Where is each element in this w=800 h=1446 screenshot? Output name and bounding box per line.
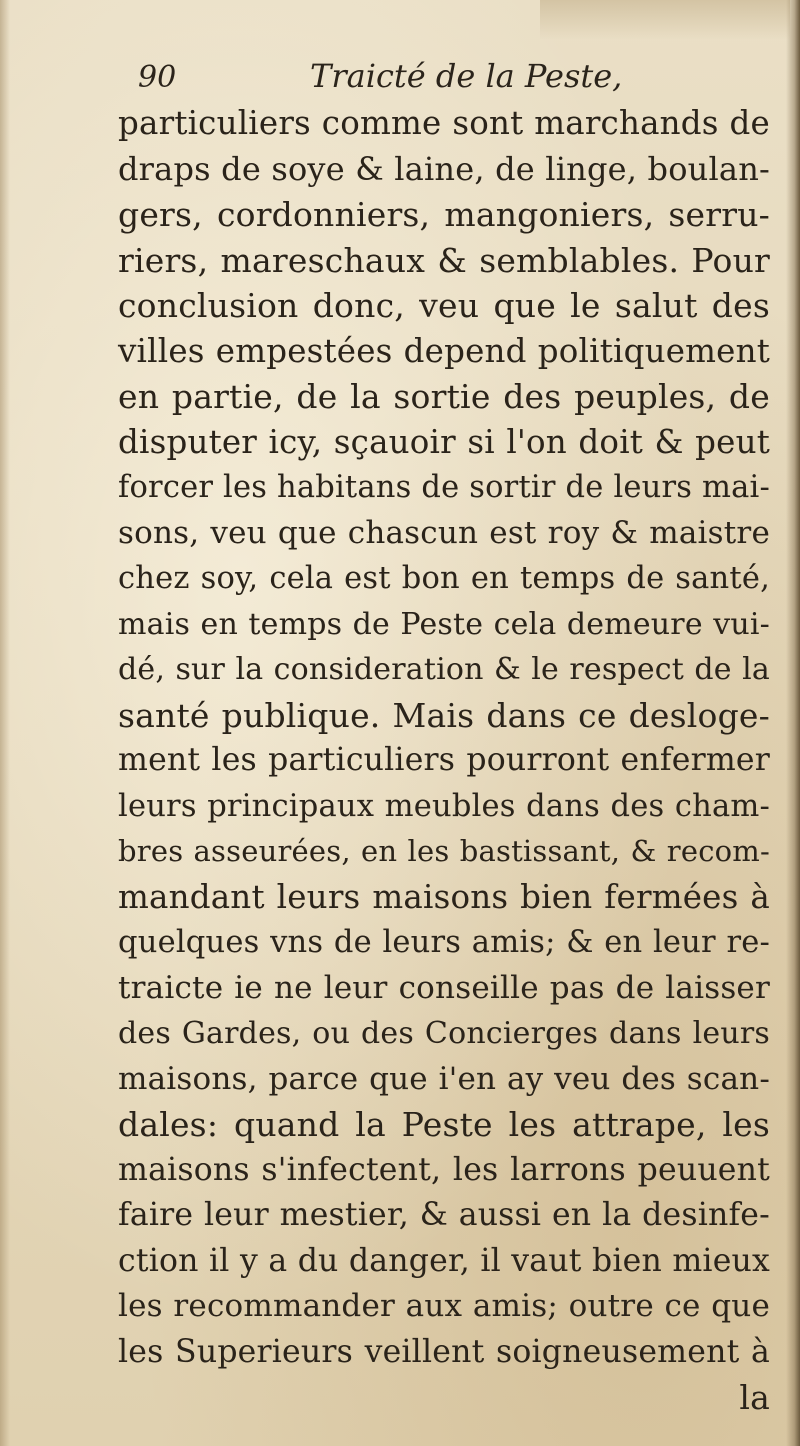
body-text bbox=[118, 101, 770, 1421]
text-line: particuliers comme sont marchands de bbox=[118, 104, 770, 142]
text-line: mandant leurs maisons bien fermées à bbox=[118, 877, 770, 916]
page-header bbox=[130, 50, 730, 100]
text-line: disputer icy, sçauoir si l'on doit & peut bbox=[118, 422, 770, 461]
page-left-shadow bbox=[0, 0, 10, 1446]
text-line: dales: quand la Peste les attrape, les bbox=[118, 1105, 770, 1144]
page-number: 90 bbox=[138, 60, 177, 95]
text-line: traicte ie ne leur conseille pas de laisser bbox=[118, 969, 770, 1006]
text-line: conclusion donc, veu que le salut des bbox=[118, 286, 770, 325]
text-line: quelques vns de leurs amis; & en leur re- bbox=[118, 925, 770, 960]
text-line: riers, mareschaux & semblables. Pour bbox=[118, 240, 770, 280]
text-line: des Gardes, ou des Concierges dans leurs bbox=[118, 1016, 770, 1051]
text-line: ction il y a du danger, il vaut bien mieux bbox=[118, 1242, 770, 1279]
text-line: sons, veu que chascun est roy & maistre bbox=[118, 514, 770, 551]
text-line: santé publique. Mais dans ce desloge- bbox=[118, 695, 770, 735]
text-line: villes empestées depend politiquement bbox=[118, 331, 770, 370]
text-line: maisons, parce que i'en ay veu des scan- bbox=[118, 1060, 770, 1097]
text-line: en partie, de la sortie des peuples, de bbox=[118, 377, 770, 416]
text-line: les recommander aux amis; outre ce que bbox=[118, 1288, 770, 1324]
text-line: forcer les habitans de sortir de leurs mai- bbox=[118, 470, 770, 505]
text-line: les Superieurs veillent soigneusement à bbox=[118, 1333, 770, 1370]
paper-stain bbox=[540, 0, 790, 40]
text-line: gers, cordonniers, mangoniers, serru- bbox=[118, 195, 770, 234]
text-line: leurs principaux meubles dans des cham- bbox=[118, 788, 770, 824]
text-line: ment les particuliers pourront enfermer bbox=[118, 742, 770, 778]
text-line: chez soy, cela est bon en temps de santé, bbox=[118, 561, 770, 596]
text-line: bres asseurées, en les bastissant, & recom- bbox=[118, 834, 770, 868]
text-line: dé, sur la consideration & le respect de la bbox=[118, 652, 770, 687]
page-right-edge bbox=[786, 0, 800, 1446]
text-line: draps de soye & laine, de linge, boulan- bbox=[118, 149, 771, 188]
running-title: Traicté de la Peste, bbox=[310, 57, 623, 95]
text-line: mais en temps de Peste cela demeure vui- bbox=[118, 606, 770, 642]
catchword: la bbox=[739, 1378, 770, 1417]
text-line: maisons s'infectent, les larrons peuuent bbox=[118, 1151, 770, 1188]
text-line: faire leur mestier, & aussi en la desinfe- bbox=[118, 1197, 770, 1233]
